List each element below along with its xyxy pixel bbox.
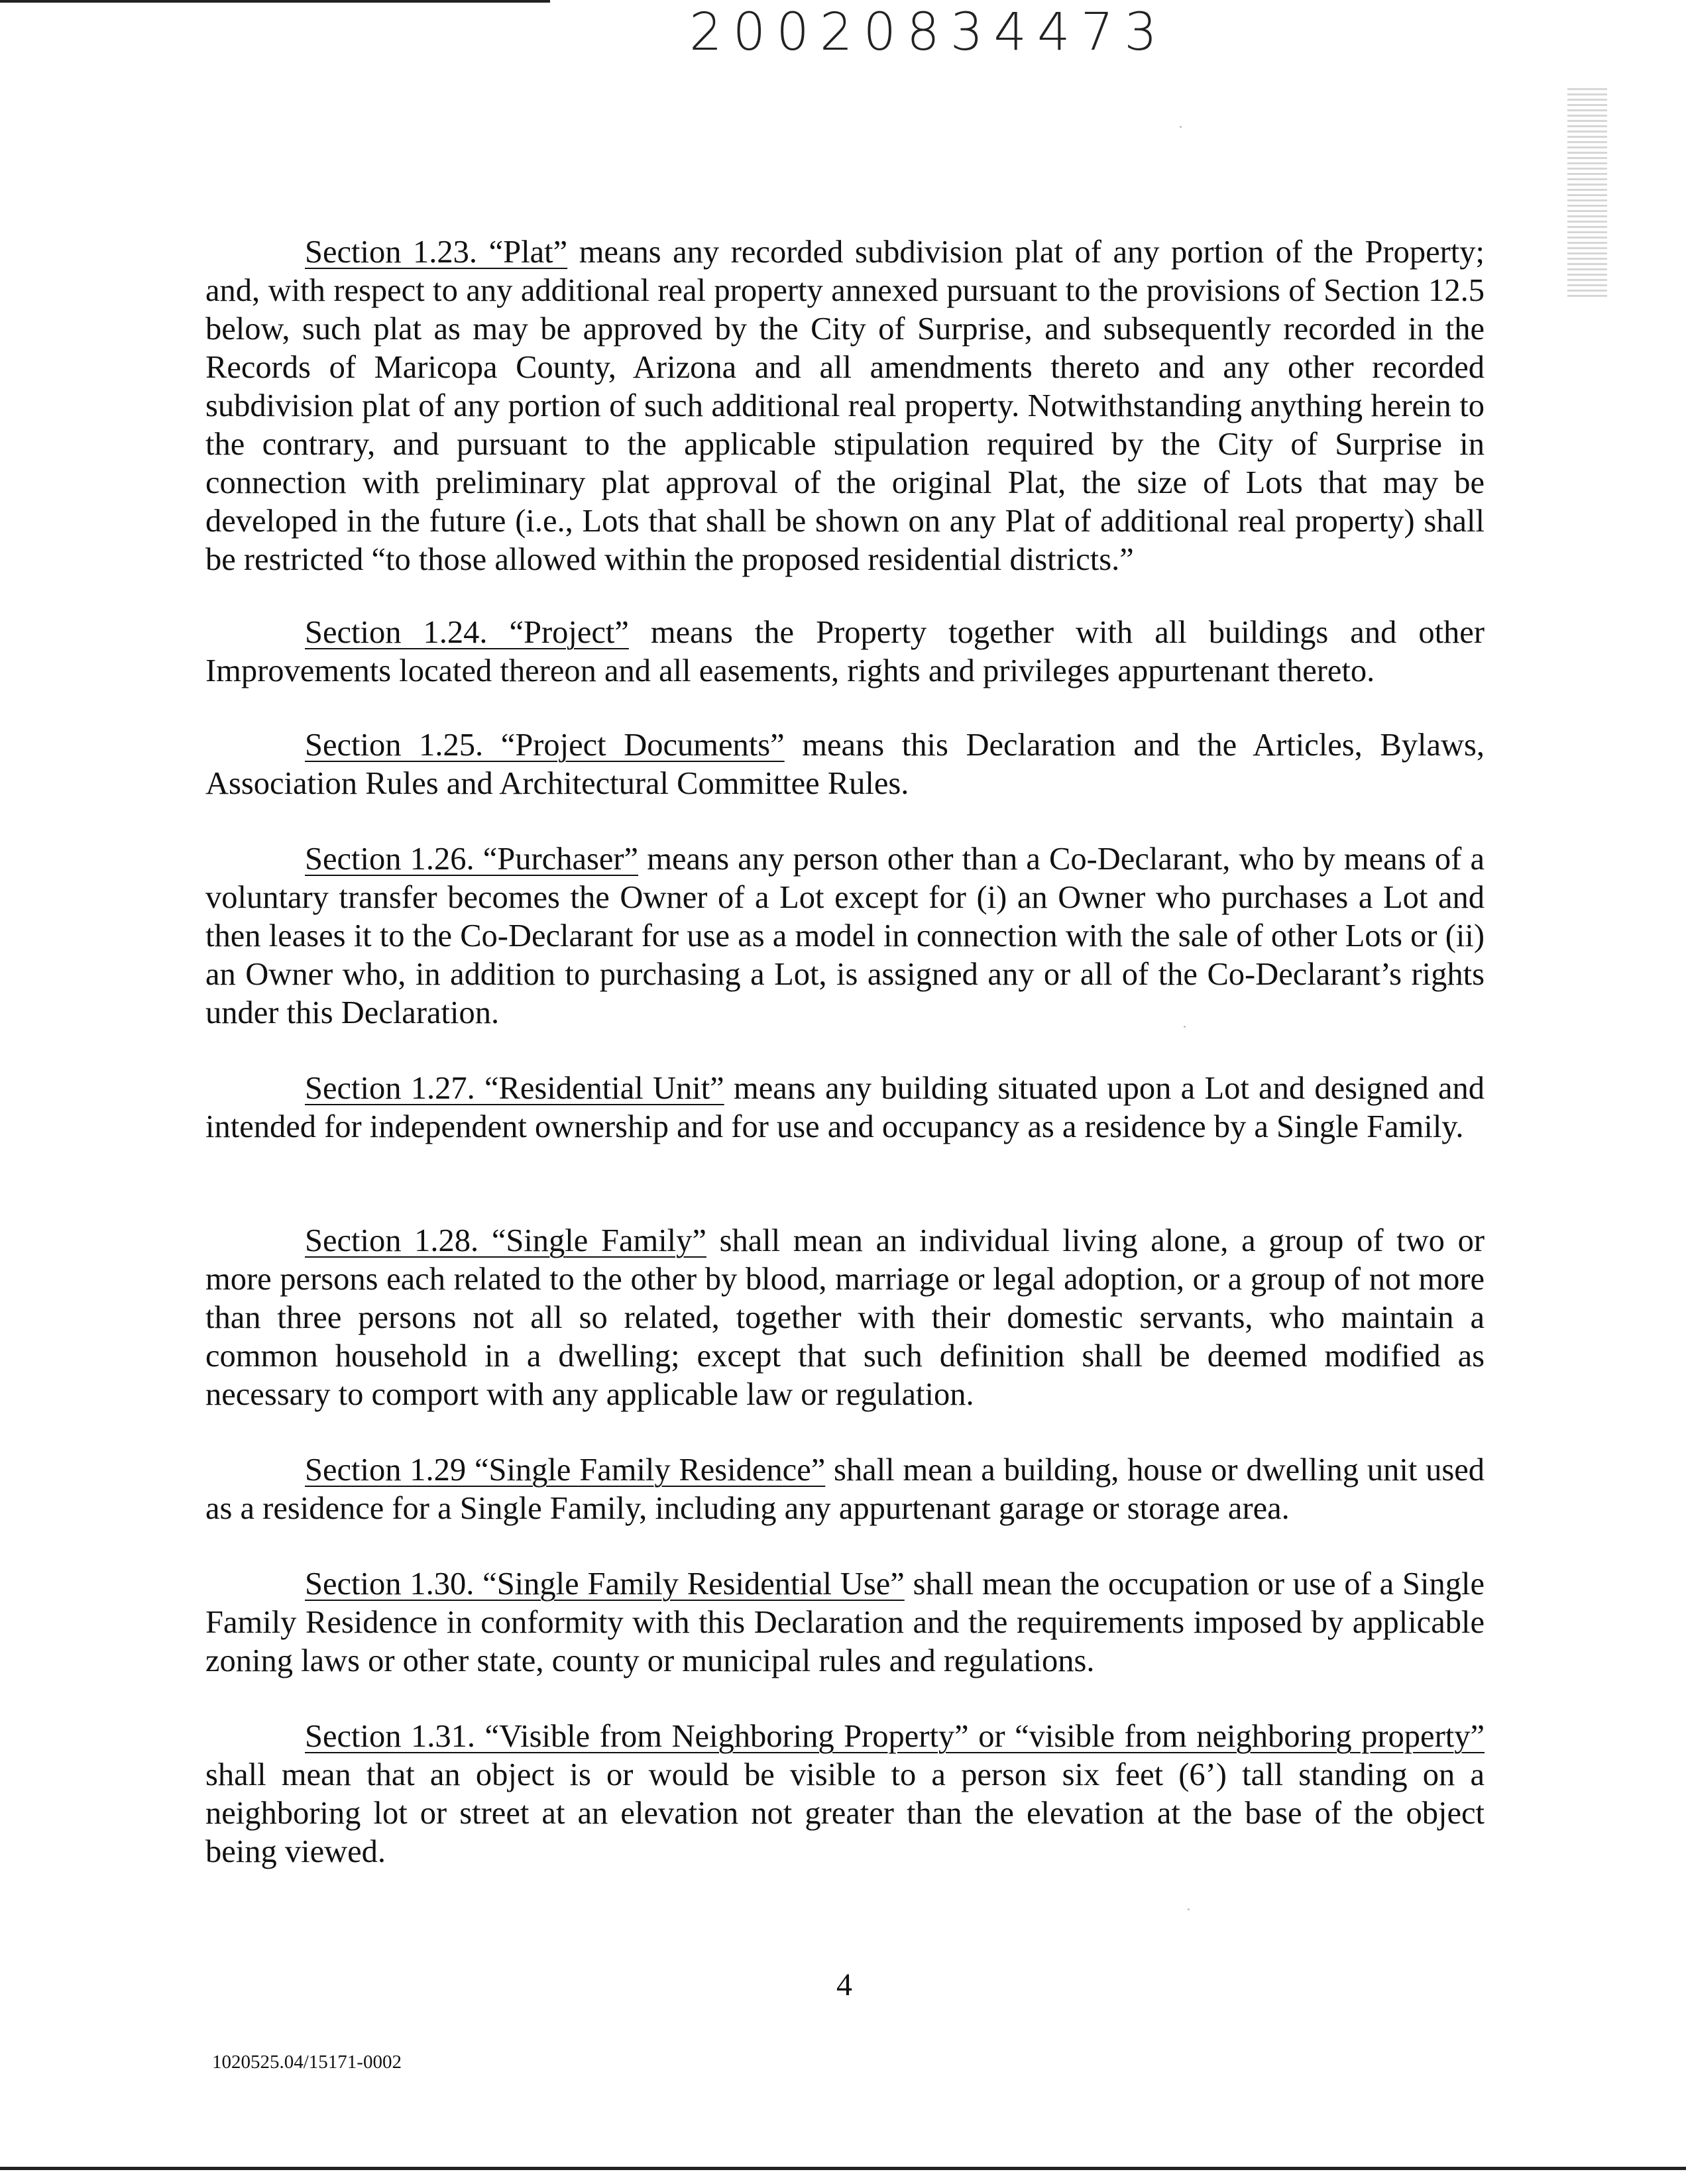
- section-1-27: [205, 1069, 1485, 1146]
- scan-artifact: [1567, 85, 1607, 297]
- section-1-31: [205, 1718, 1485, 1871]
- section-body: shall mean that an object is or would be visible to a person six feet (6’) tall standing on a neighboring lot or street at an elevation not greater than the elevation at the base of the object being viewed.: [205, 1757, 1485, 1869]
- section-body: shall mean an individual living alone, a group of two or more persons each related to the other by blood, marriage or legal adoption, or a group of not more than three persons not all so related, together with their domestic servants, who maintain a common household in a dwelling; except that such definition shall be deemed modified as necessary to comport with any applicable law or regulation.: [205, 1223, 1485, 1412]
- section-body: means this Declaration and the Articles, Bylaws, Association Rules and Architectural Committee Rules.: [205, 728, 1485, 801]
- section-body: means the Property together with all buildings and other Improvements located thereon and all easements, rights and privileges appurtenant thereto.: [205, 615, 1485, 688]
- section-heading: Section 1.23. “Plat”: [305, 235, 568, 270]
- section-body: means any person other than a Co-Declarant, who by means of a voluntary transfer becomes the Owner of a Lot except for (i) an Owner who purchases a Lot and then leases it to the Co-Declarant for use as a model in connection with the sale of other Lots or (ii) an Owner who, in addition to purchasing a Lot, is assigned any or all of the Co-Declarant’s rights under this Declaration.: [205, 842, 1485, 1030]
- section-body: means any building situated upon a Lot and designed and intended for independent ownership and for use and occupancy as a residence by a Single Family.: [205, 1071, 1485, 1144]
- section-heading: Section 1.29 “Single Family Residence”: [305, 1452, 826, 1488]
- section-heading: Section 1.28. “Single Family”: [305, 1223, 706, 1258]
- section-heading: Section 1.26. “Purchaser”: [305, 842, 639, 877]
- section-1-30: [205, 1565, 1485, 1680]
- bottom-rule: [0, 2167, 1686, 2170]
- section-body: shall mean the occupation or use of a Single Family Residence in conformity with this Declaration and the requirements imposed by applicable zoning laws or other state, county or municipal rules and regulations.: [205, 1566, 1485, 1678]
- section-heading: Section 1.30. “Single Family Residential Use”: [305, 1566, 905, 1602]
- recording-number: 20020834473: [689, 3, 1168, 62]
- section-heading: Section 1.27. “Residential Unit”: [305, 1071, 724, 1106]
- top-rule: [0, 0, 550, 3]
- section-1-29: [205, 1451, 1485, 1528]
- scan-speck: [1188, 1908, 1190, 1910]
- page-number: 4: [836, 1967, 852, 2002]
- scan-speck: [1180, 126, 1182, 128]
- section-1-26: [205, 840, 1485, 1032]
- section-1-23: [205, 233, 1485, 579]
- section-1-28: [205, 1222, 1485, 1414]
- section-heading: Section 1.31. “Visible from Neighboring Property” or “visible from neighboring property”: [305, 1719, 1485, 1754]
- document-reference: 1020525.04/15171-0002: [212, 2051, 402, 2073]
- section-1-25: [205, 726, 1485, 803]
- section-body: shall mean a building, house or dwelling unit used as a residence for a Single Family, including any appurtenant garage or storage area.: [205, 1452, 1485, 1526]
- section-heading: Section 1.24. “Project”: [305, 615, 629, 650]
- section-1-24: [205, 614, 1485, 690]
- section-body: means any recorded subdivision plat of any portion of the Property; and, with respect to any additional real property annexed pursuant to the provisions of Section 12.5 below, such plat as may be approved by the City of Surprise, and subsequently recorded in the Records of Maricopa County, Arizona and all amendments thereto and any other recorded subdivision plat of any portion of such additional real property. Notwithstanding anything herein to the contrary, and pursuant to the applicable stipulation required by the City of Surprise in connection with preliminary plat approval of the original Plat, the size of Lots that may be developed in the future (i.e., Lots that shall be shown on any Plat of additional real property) shall be restricted “to those allowed within the proposed residential districts.”: [205, 235, 1485, 577]
- section-heading: Section 1.25. “Project Documents”: [305, 728, 785, 763]
